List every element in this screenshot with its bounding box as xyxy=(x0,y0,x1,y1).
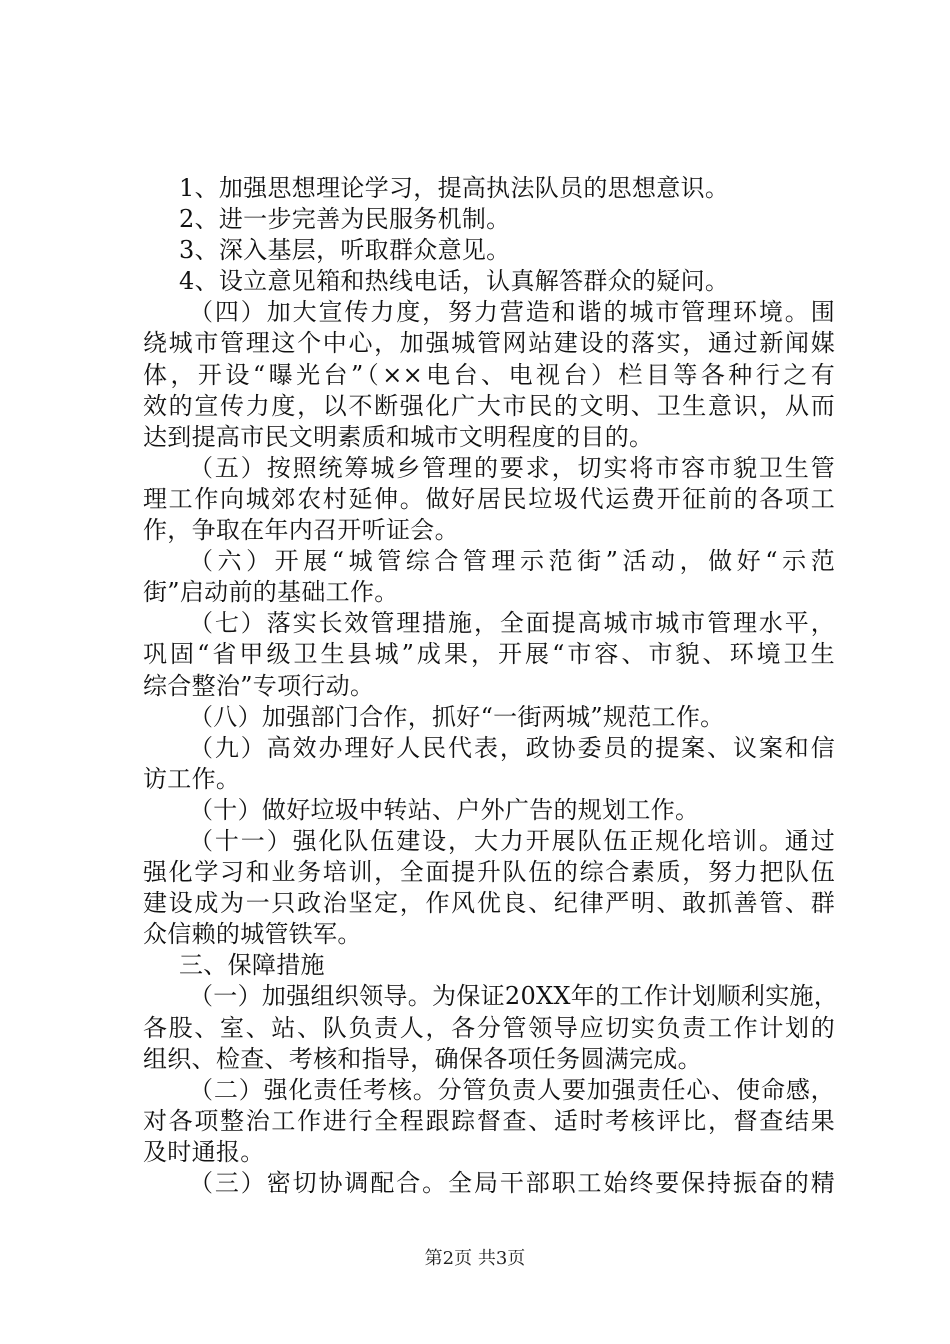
text-line: 理工作向城郊农村延伸。做好居民垃圾代运费开征前的各项工 xyxy=(143,484,835,513)
text-line: 效的宣传力度，以不断强化广大市民的文明、卫生意识，从而 xyxy=(143,391,835,420)
text-line: （一）加强组织领导。为保证20XX年的工作计划顺利实施， xyxy=(189,982,839,1011)
text-line: （十）做好垃圾中转站、户外广告的规划工作。 xyxy=(189,795,700,824)
text-line: 及时通报。 xyxy=(143,1137,265,1166)
text-line: 达到提高市民文明素质和城市文明程度的目的。 xyxy=(143,422,654,451)
text-line: 组织、检查、考核和指导，确保各项任务圆满完成。 xyxy=(143,1044,702,1073)
text-line: （二）强化责任考核。分管负责人要加强责任心、使命感， xyxy=(189,1075,835,1104)
text-line: （八）加强部门合作，抓好“一街两城”规范工作。 xyxy=(189,702,725,731)
text-line: 对各项整治工作进行全程跟踪督查、适时考核评比，督查结果 xyxy=(143,1106,835,1135)
text-line: 巩固“省甲级卫生县城”成果，开展“市容、市貌、环境卫生 xyxy=(143,640,835,669)
text-line: 建设成为一只政治坚定，作风优良、纪律严明、敢抓善管、群 xyxy=(143,889,835,918)
text-line: 强化学习和业务培训，全面提升队伍的综合素质，努力把队伍 xyxy=(143,858,835,887)
text-line: （七）落实长效管理措施，全面提高城市城市管理水平， xyxy=(189,609,835,638)
text-line: （五）按照统筹城乡管理的要求，切实将市容市貌卫生管 xyxy=(189,453,835,482)
text-line: 作，争取在年内召开听证会。 xyxy=(143,516,459,545)
text-line: （四）加大宣传力度，努力营造和谐的城市管理环境。围 xyxy=(189,298,835,327)
text-line: 各股、室、站、队负责人，各分管领导应切实负责工作计划的 xyxy=(143,1013,835,1042)
text-line: 众信赖的城管铁军。 xyxy=(143,920,362,949)
text-line: （十一）强化队伍建设，大力开展队伍正规化培训。通过 xyxy=(189,826,835,855)
text-line: 4、设立意见箱和热线电话，认真解答群众的疑问。 xyxy=(179,267,730,296)
text-line: （六）开展“城管综合管理示范街”活动，做好“示范 xyxy=(189,547,835,576)
text-line: 体，开设“曝光台”（××电台、电视台）栏目等各种行之有 xyxy=(143,360,835,389)
text-line: （九）高效办理好人民代表，政协委员的提案、议案和信 xyxy=(189,733,835,762)
text-line: 1、加强思想理论学习，提高执法队员的思想意识。 xyxy=(179,174,730,202)
text-line: （三）密切协调配合。全局干部职工始终要保持振奋的精 xyxy=(189,1169,835,1197)
text-line: 2、进一步完善为民服务机制。 xyxy=(179,205,511,234)
page-number-footer: 第2页 共3页 xyxy=(424,1248,526,1269)
text-line: 绕城市管理这个中心，加强城管网站建设的落实，通过新闻媒 xyxy=(143,329,835,358)
text-line: 3、深入基层，听取群众意见。 xyxy=(179,236,511,265)
document-body xyxy=(143,173,839,1199)
text-line: 访工作。 xyxy=(143,764,241,793)
text-line: 综合整治”专项行动。 xyxy=(143,671,375,700)
section-heading: 三、保障措施 xyxy=(179,951,325,980)
text-line: 街”启动前的基础工作。 xyxy=(143,578,399,607)
